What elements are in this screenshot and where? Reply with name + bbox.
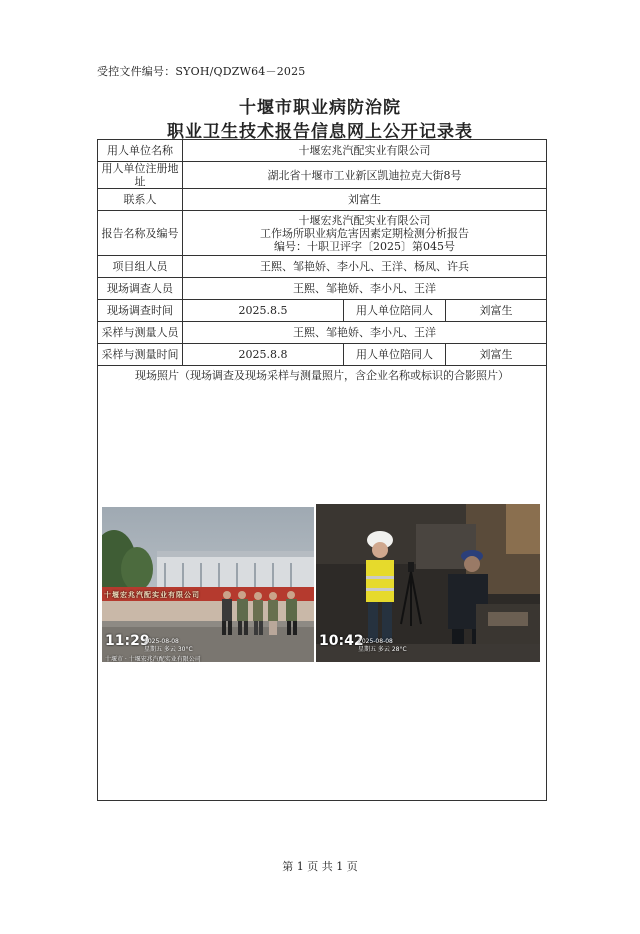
photo2-weekday-weather: 星期五 多云 28°C	[358, 646, 407, 653]
address-label: 用人单位注册地址	[98, 162, 183, 189]
sampling-time-value: 2025.8.8	[183, 344, 344, 366]
row-team	[98, 256, 547, 278]
survey-time-label: 现场调查时间	[98, 300, 183, 322]
document-title-institution: 十堰市职业病防治院	[239, 98, 401, 118]
record-form-table	[97, 139, 547, 801]
photo2-date: 2025-08-08	[358, 638, 393, 645]
photo1-time: 11:29	[105, 633, 150, 649]
survey-staff-label: 现场调查人员	[98, 278, 183, 300]
photos-cell	[98, 366, 547, 801]
team-label: 项目组人员	[98, 256, 183, 278]
sampling-time-label: 采样与测量时间	[98, 344, 183, 366]
photo1-location: 十堰市 · 十堰宏兆汽配实业有限公司	[105, 656, 201, 662]
row-contact	[98, 189, 547, 211]
row-address	[98, 162, 547, 189]
row-employer-name	[98, 140, 547, 162]
site-sampling-photo	[316, 504, 540, 662]
row-survey-time	[98, 300, 547, 322]
site-group-photo	[102, 507, 314, 662]
employer-name-value: 十堰宏兆汽配实业有限公司	[183, 140, 547, 162]
photo1-date: 2025-08-08	[144, 638, 179, 645]
photo2-time: 10:42	[319, 633, 364, 649]
report-value-line1: 十堰宏兆汽配实业有限公司	[298, 213, 431, 227]
escort-label-2: 用人单位陪同人	[344, 344, 446, 366]
report-value	[183, 211, 547, 256]
sampling-staff-value: 王熙、邹艳娇、李小凡、王洋	[183, 322, 547, 344]
row-sampling-staff	[98, 322, 547, 344]
contact-label: 联系人	[98, 189, 183, 211]
employer-name-label: 用人单位名称	[98, 140, 183, 162]
report-label: 报告名称及编号	[98, 211, 183, 256]
report-value-line2: 工作场所职业病危害因素定期检测分析报告	[260, 226, 469, 240]
sampling-staff-label: 采样与测量人员	[98, 322, 183, 344]
row-survey-staff	[98, 278, 547, 300]
escort-label-1: 用人单位陪同人	[344, 300, 446, 322]
wall-sign-text: 十堰宏兆汽配实业有限公司	[104, 591, 200, 599]
photos-label: 现场照片（现场调查及现场采样与测量照片，含企业名称或标识的合影照片）	[135, 369, 509, 382]
survey-staff-value: 王熙、邹艳娇、李小凡、王洋	[183, 278, 547, 300]
photo1-weekday-weather: 星期五 多云 30°C	[144, 646, 193, 653]
row-sampling-time	[98, 344, 547, 366]
contact-value: 刘富生	[183, 189, 547, 211]
address-value: 湖北省十堰市工业新区凯迪拉克大街8号	[183, 162, 547, 189]
team-value: 王熙、邹艳娇、李小凡、王洋、杨凤、许兵	[183, 256, 547, 278]
page-number: 第 1 页 共 1 页	[282, 860, 358, 873]
document-code: 受控文件编号：SYOH/QDZW64－2025	[97, 65, 306, 78]
escort-value-2: 刘富生	[446, 344, 547, 366]
row-photos	[98, 366, 547, 801]
row-report	[98, 211, 547, 256]
survey-time-value: 2025.8.5	[183, 300, 344, 322]
report-value-line3: 编号：十职卫评字〔2025〕第045号	[274, 239, 455, 253]
escort-value-1: 刘富生	[446, 300, 547, 322]
document-title-form: 职业卫生技术报告信息网上公开记录表	[167, 122, 473, 142]
